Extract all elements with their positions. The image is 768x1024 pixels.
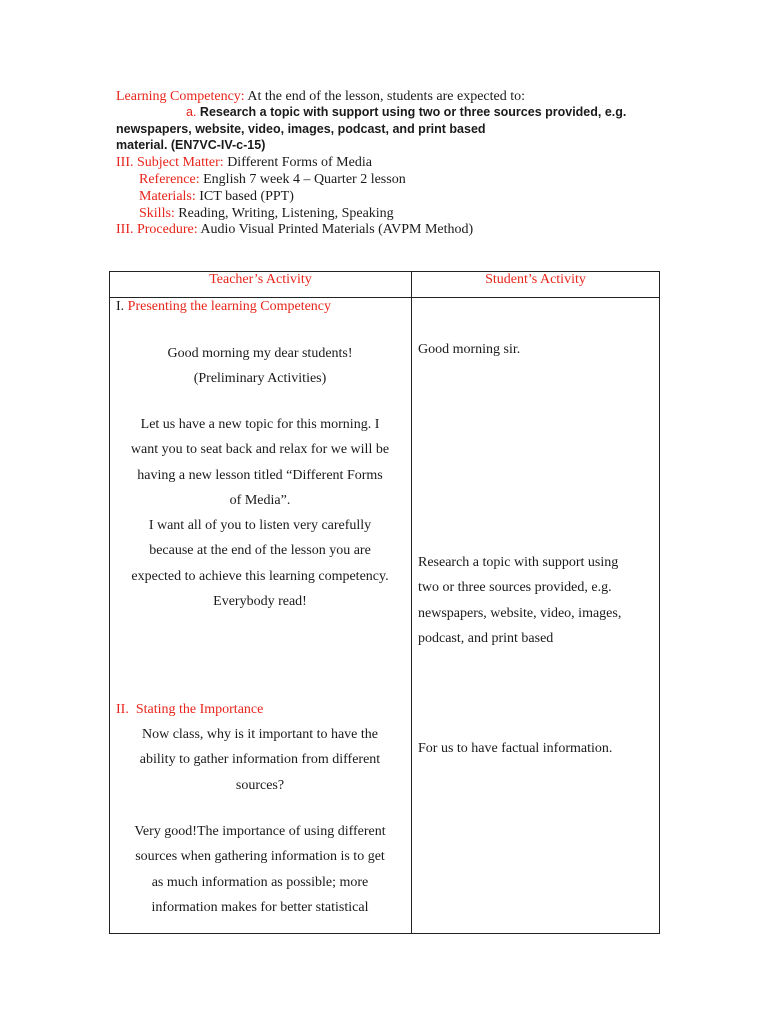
teacher-feedback-line: Very good!The importance of using different	[134, 824, 386, 839]
teacher-intro-line: of Media”.	[229, 492, 291, 508]
section-1-number: I.	[116, 299, 128, 314]
materials-label: Materials:	[139, 189, 196, 204]
competency-text: At the end of the lesson, students are expected to:	[244, 89, 526, 104]
teacher-feedback-line: as much information as possible; more	[151, 874, 369, 890]
student-read-line: newspapers, website, video, images,	[418, 605, 622, 621]
teacher-intro-line: Everybody read!	[213, 594, 307, 610]
teacher-intro-line: Let us have a new topic for this morning. I	[140, 417, 380, 432]
teacher-intro-line: want you to seat back and relax for we will be	[130, 442, 390, 458]
materials-line	[139, 188, 294, 205]
subject-label: III. Subject Matter:	[116, 155, 224, 170]
teacher-question-line: Now class, why is it important to have the	[141, 727, 379, 742]
teacher-intro-block	[110, 412, 410, 614]
teacher-feedback-line: sources when gathering information is to get	[135, 849, 385, 865]
teacher-activity-cell	[110, 298, 412, 934]
teacher-preliminary: (Preliminary Activities)	[193, 371, 327, 386]
learning-competency-line	[116, 88, 525, 105]
activity-table	[109, 271, 660, 934]
procedure-label: III. Procedure:	[116, 222, 198, 237]
student-read-block	[418, 550, 621, 651]
procedure-line	[116, 221, 473, 238]
reference-text: English 7 week 4 – Quarter 2 lesson	[199, 172, 406, 187]
section-1-title: Presenting the learning Competency	[127, 299, 332, 314]
teacher-feedback-block	[110, 819, 410, 920]
competency-label: Learning Competency:	[116, 89, 245, 104]
teacher-greeting: Good morning my dear students!	[167, 346, 353, 361]
procedure-text: Audio Visual Printed Materials (AVPM Method)	[197, 222, 474, 237]
competency-item-line-2: newspapers, website, video, images, podcast, and print based	[116, 122, 486, 136]
competency-item-line-1	[186, 104, 626, 121]
teacher-question-block	[110, 722, 410, 798]
teacher-intro-line: having a new lesson titled “Different Forms	[137, 467, 383, 483]
section-2-heading: II. Stating the Importance	[116, 702, 264, 717]
teacher-question-line: ability to gather information from different	[139, 752, 381, 768]
student-read-line: podcast, and print based	[418, 630, 554, 646]
materials-text: ICT based (PPT)	[195, 189, 294, 204]
teacher-intro-line: expected to achieve this learning competency.	[131, 568, 389, 584]
teacher-question-line: sources?	[235, 777, 285, 793]
section-1-heading	[116, 294, 331, 319]
subject-matter-line	[116, 154, 372, 171]
skills-label: Skills:	[139, 206, 175, 221]
skills-text: Reading, Writing, Listening, Speaking	[174, 206, 394, 221]
student-activity-cell	[412, 298, 660, 934]
student-answer: For us to have factual information.	[418, 741, 613, 756]
item-text-1: Research a topic with support using two or three sources provided, e.g.	[196, 105, 627, 119]
student-activity-header: Student’s Activity	[412, 272, 660, 298]
table-row	[110, 298, 660, 934]
teacher-intro-line: I want all of you to listen very carefully	[148, 518, 372, 534]
student-read-line: Research a topic with support using	[418, 555, 619, 570]
student-greeting: Good morning sir.	[418, 342, 521, 357]
teacher-feedback-line: information makes for better statistical	[151, 899, 369, 915]
skills-line	[139, 205, 394, 222]
reference-line	[139, 171, 406, 188]
competency-item-line-3: material. (EN7VC-IV-c-15)	[116, 138, 266, 152]
teacher-activity-header: Teacher’s Activity	[110, 272, 412, 298]
student-read-line: two or three sources provided, e.g.	[418, 580, 612, 596]
teacher-intro-line: because at the end of the lesson you are	[149, 543, 371, 559]
reference-label: Reference:	[139, 172, 200, 187]
item-marker: a.	[186, 105, 197, 119]
subject-text: Different Forms of Media	[223, 155, 372, 170]
